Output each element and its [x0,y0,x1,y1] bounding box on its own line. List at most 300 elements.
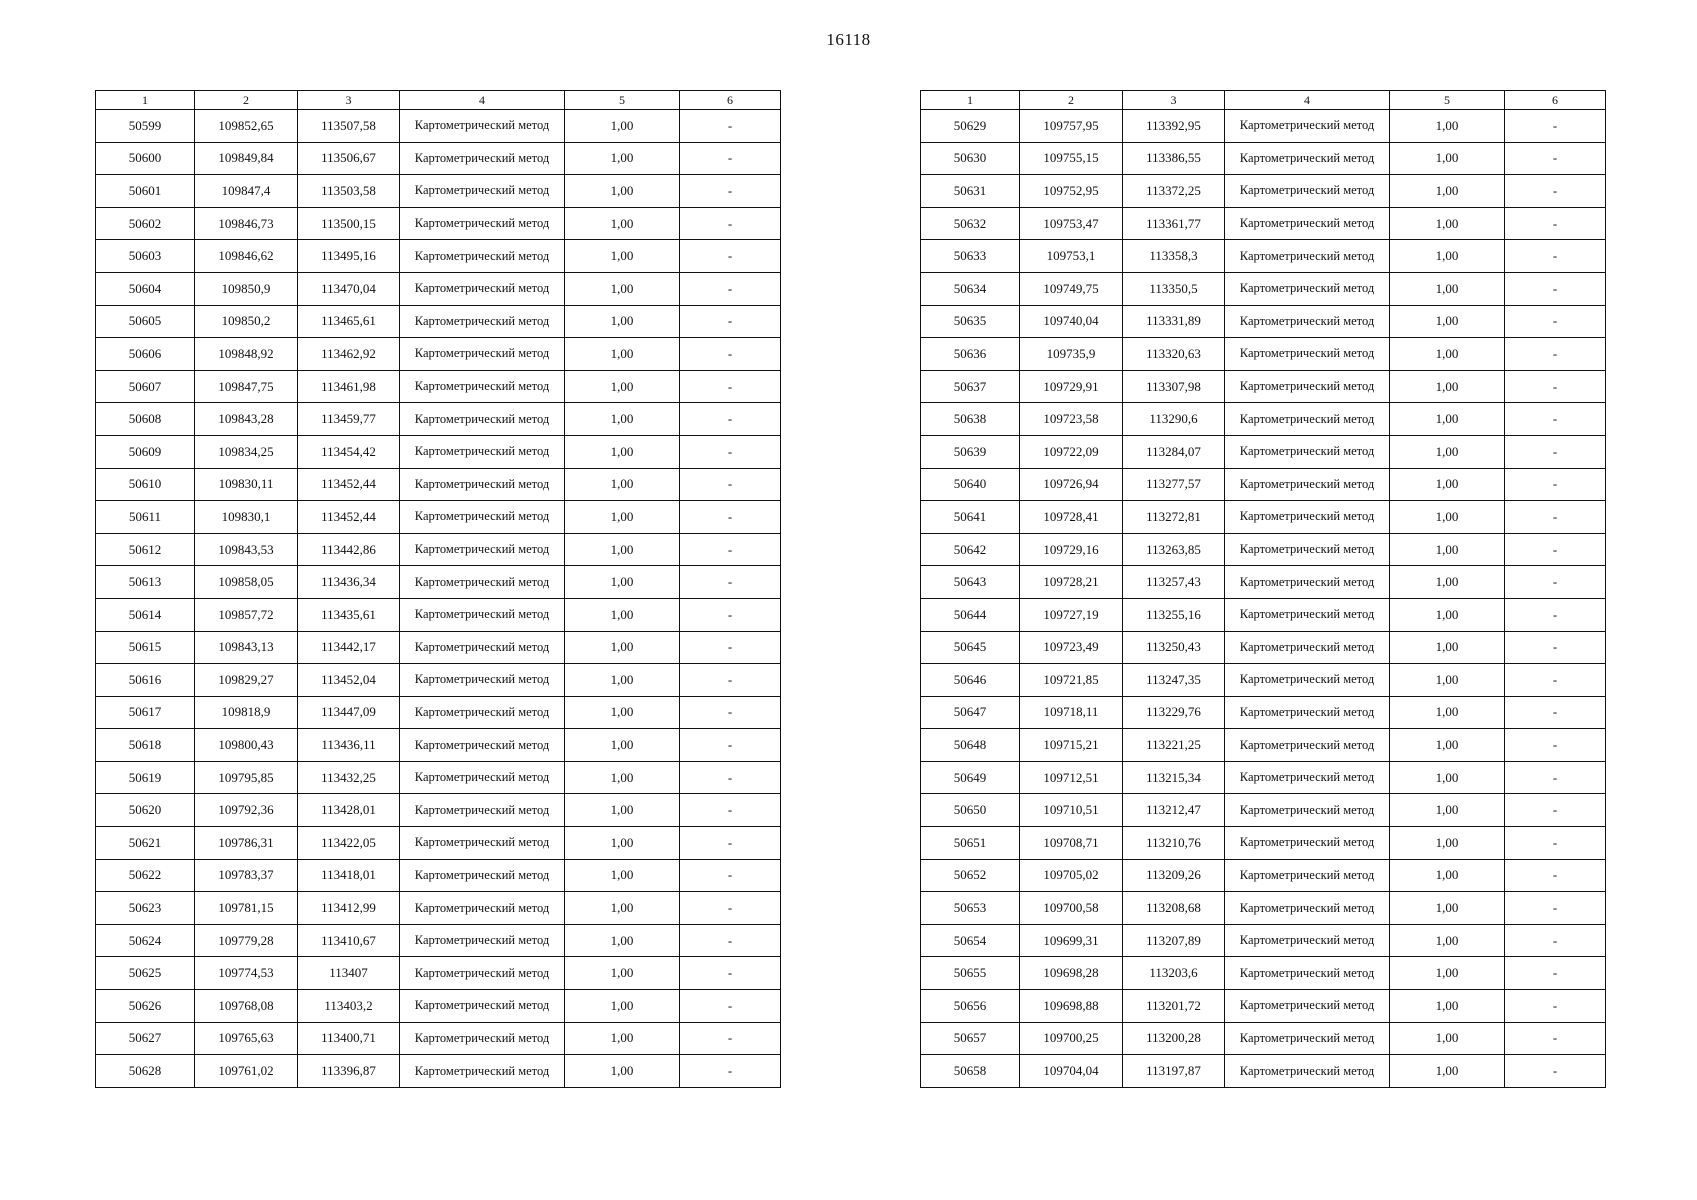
point-number-cell: 50601 [96,175,195,208]
table-row [96,207,781,240]
method-cell: Картометрический метод [1225,631,1390,664]
point-number-cell: 50606 [96,338,195,371]
method-cell: Картометрический метод [400,207,565,240]
accuracy-cell: 1,00 [1390,957,1505,990]
point-number-cell: 50605 [96,305,195,338]
point-number-cell: 50624 [96,924,195,957]
point-number-cell: 50607 [96,370,195,403]
table-row [921,892,1606,925]
accuracy-cell: 1,00 [1390,305,1505,338]
point-number-cell: 50637 [921,370,1020,403]
point-number-cell: 50636 [921,338,1020,371]
description-cell: - [680,761,781,794]
description-cell: - [1505,794,1606,827]
accuracy-cell: 1,00 [565,1055,680,1088]
method-cell: Картометрический метод [1225,1022,1390,1055]
x-coordinate-cell: 109847,75 [195,370,298,403]
point-number-cell: 50651 [921,827,1020,860]
point-number-cell: 50631 [921,175,1020,208]
x-coordinate-cell: 109705,02 [1020,859,1123,892]
x-coordinate-cell: 109800,43 [195,729,298,762]
point-number-cell: 50647 [921,696,1020,729]
y-coordinate-cell: 113461,98 [298,370,400,403]
accuracy-cell: 1,00 [565,240,680,273]
table-row [921,272,1606,305]
method-cell: Картометрический метод [1225,761,1390,794]
description-cell: - [1505,924,1606,957]
x-coordinate-cell: 109829,27 [195,664,298,697]
method-cell: Картометрический метод [1225,370,1390,403]
point-number-cell: 50626 [96,990,195,1023]
description-cell: - [680,142,781,175]
y-coordinate-cell: 113197,87 [1123,1055,1225,1088]
description-cell: - [1505,1022,1606,1055]
point-number-cell: 50649 [921,761,1020,794]
column-header: 4 [400,91,565,110]
x-coordinate-cell: 109779,28 [195,924,298,957]
description-cell: - [680,566,781,599]
table-row [921,696,1606,729]
point-number-cell: 50612 [96,533,195,566]
accuracy-cell: 1,00 [1390,859,1505,892]
point-number-cell: 50617 [96,696,195,729]
y-coordinate-cell: 113200,28 [1123,1022,1225,1055]
x-coordinate-cell: 109722,09 [1020,435,1123,468]
x-coordinate-cell: 109852,65 [195,110,298,143]
accuracy-cell: 1,00 [1390,240,1505,273]
x-coordinate-cell: 109699,31 [1020,924,1123,957]
x-coordinate-cell: 109753,1 [1020,240,1123,273]
table-row [921,175,1606,208]
column-header: 5 [1390,91,1505,110]
accuracy-cell: 1,00 [1390,1055,1505,1088]
x-coordinate-cell: 109723,58 [1020,403,1123,436]
x-coordinate-cell: 109849,84 [195,142,298,175]
method-cell: Картометрический метод [400,827,565,860]
description-cell: - [680,533,781,566]
method-cell: Картометрический метод [1225,403,1390,436]
table-row [921,533,1606,566]
accuracy-cell: 1,00 [565,859,680,892]
y-coordinate-cell: 113412,99 [298,892,400,925]
accuracy-cell: 1,00 [565,305,680,338]
accuracy-cell: 1,00 [1390,403,1505,436]
y-coordinate-cell: 113284,07 [1123,435,1225,468]
table-row [96,598,781,631]
x-coordinate-cell: 109783,37 [195,859,298,892]
accuracy-cell: 1,00 [565,533,680,566]
description-cell: - [680,272,781,305]
table-row [921,338,1606,371]
point-number-cell: 50616 [96,664,195,697]
point-number-cell: 50620 [96,794,195,827]
table-row [96,566,781,599]
y-coordinate-cell: 113320,63 [1123,338,1225,371]
description-cell: - [680,859,781,892]
method-cell: Картометрический метод [400,761,565,794]
method-cell: Картометрический метод [400,1022,565,1055]
y-coordinate-cell: 113400,71 [298,1022,400,1055]
x-coordinate-cell: 109834,25 [195,435,298,468]
y-coordinate-cell: 113272,81 [1123,501,1225,534]
description-cell: - [680,305,781,338]
point-number-cell: 50614 [96,598,195,631]
x-coordinate-cell: 109755,15 [1020,142,1123,175]
description-cell: - [680,957,781,990]
table-row [921,207,1606,240]
description-cell: - [1505,175,1606,208]
table-row [921,924,1606,957]
x-coordinate-cell: 109843,53 [195,533,298,566]
x-coordinate-cell: 109700,25 [1020,1022,1123,1055]
y-coordinate-cell: 113418,01 [298,859,400,892]
description-cell: - [1505,892,1606,925]
method-cell: Картометрический метод [1225,142,1390,175]
column-header: 6 [1505,91,1606,110]
table-row [921,142,1606,175]
y-coordinate-cell: 113436,34 [298,566,400,599]
point-number-cell: 50657 [921,1022,1020,1055]
column-header: 3 [1123,91,1225,110]
x-coordinate-cell: 109757,95 [1020,110,1123,143]
accuracy-cell: 1,00 [1390,761,1505,794]
table-row [96,338,781,371]
point-number-cell: 50658 [921,1055,1020,1088]
method-cell: Картометрический метод [1225,827,1390,860]
description-cell: - [680,338,781,371]
method-cell: Картометрический метод [400,175,565,208]
y-coordinate-cell: 113459,77 [298,403,400,436]
point-number-cell: 50656 [921,990,1020,1023]
table-row [921,501,1606,534]
column-header: 6 [680,91,781,110]
description-cell: - [1505,990,1606,1023]
table-header-row [921,91,1606,110]
x-coordinate-cell: 109850,2 [195,305,298,338]
x-coordinate-cell: 109752,95 [1020,175,1123,208]
method-cell: Картометрический метод [400,1055,565,1088]
y-coordinate-cell: 113442,17 [298,631,400,664]
description-cell: - [680,794,781,827]
y-coordinate-cell: 113277,57 [1123,468,1225,501]
method-cell: Картометрический метод [1225,468,1390,501]
x-coordinate-cell: 109858,05 [195,566,298,599]
accuracy-cell: 1,00 [1390,142,1505,175]
point-number-cell: 50628 [96,1055,195,1088]
description-cell: - [1505,696,1606,729]
point-number-cell: 50618 [96,729,195,762]
accuracy-cell: 1,00 [565,207,680,240]
point-number-cell: 50611 [96,501,195,534]
point-number-cell: 50641 [921,501,1020,534]
table-row [96,1055,781,1088]
table-row [921,468,1606,501]
point-number-cell: 50599 [96,110,195,143]
x-coordinate-cell: 109726,94 [1020,468,1123,501]
point-number-cell: 50600 [96,142,195,175]
x-coordinate-cell: 109740,04 [1020,305,1123,338]
table-row [921,729,1606,762]
accuracy-cell: 1,00 [1390,175,1505,208]
accuracy-cell: 1,00 [565,598,680,631]
method-cell: Картометрический метод [1225,598,1390,631]
y-coordinate-cell: 113392,95 [1123,110,1225,143]
description-cell: - [680,696,781,729]
method-cell: Картометрический метод [1225,175,1390,208]
accuracy-cell: 1,00 [1390,435,1505,468]
y-coordinate-cell: 113506,67 [298,142,400,175]
accuracy-cell: 1,00 [565,664,680,697]
method-cell: Картометрический метод [400,990,565,1023]
description-cell: - [1505,403,1606,436]
x-coordinate-cell: 109792,36 [195,794,298,827]
method-cell: Картометрический метод [1225,957,1390,990]
accuracy-cell: 1,00 [1390,827,1505,860]
y-coordinate-cell: 113447,09 [298,696,400,729]
y-coordinate-cell: 113507,58 [298,110,400,143]
accuracy-cell: 1,00 [1390,696,1505,729]
table-row [96,435,781,468]
coordinates-table-left [95,90,781,1088]
table-row [921,859,1606,892]
table-row [921,1055,1606,1088]
point-number-cell: 50633 [921,240,1020,273]
y-coordinate-cell: 113207,89 [1123,924,1225,957]
method-cell: Картометрический метод [400,272,565,305]
x-coordinate-cell: 109698,88 [1020,990,1123,1023]
accuracy-cell: 1,00 [1390,566,1505,599]
x-coordinate-cell: 109710,51 [1020,794,1123,827]
description-cell: - [1505,435,1606,468]
description-cell: - [1505,338,1606,371]
table-row [96,631,781,664]
y-coordinate-cell: 113403,2 [298,990,400,1023]
point-number-cell: 50623 [96,892,195,925]
x-coordinate-cell: 109753,47 [1020,207,1123,240]
method-cell: Картометрический метод [1225,1055,1390,1088]
y-coordinate-cell: 113331,89 [1123,305,1225,338]
table-row [96,175,781,208]
method-cell: Картометрический метод [400,566,565,599]
description-cell: - [680,729,781,762]
x-coordinate-cell: 109830,1 [195,501,298,534]
method-cell: Картометрический метод [1225,859,1390,892]
table-row [96,957,781,990]
description-cell: - [680,240,781,273]
method-cell: Картометрический метод [400,142,565,175]
method-cell: Картометрический метод [1225,696,1390,729]
y-coordinate-cell: 113210,76 [1123,827,1225,860]
y-coordinate-cell: 113462,92 [298,338,400,371]
accuracy-cell: 1,00 [1390,794,1505,827]
y-coordinate-cell: 113452,44 [298,501,400,534]
accuracy-cell: 1,00 [565,761,680,794]
method-cell: Картометрический метод [1225,566,1390,599]
y-coordinate-cell: 113215,34 [1123,761,1225,794]
table-row [921,794,1606,827]
table-row [921,664,1606,697]
description-cell: - [680,370,781,403]
accuracy-cell: 1,00 [1390,631,1505,664]
y-coordinate-cell: 113247,35 [1123,664,1225,697]
method-cell: Картометрический метод [1225,240,1390,273]
table-row [96,696,781,729]
point-number-cell: 50645 [921,631,1020,664]
x-coordinate-cell: 109830,11 [195,468,298,501]
accuracy-cell: 1,00 [565,892,680,925]
table-row [921,240,1606,273]
y-coordinate-cell: 113452,04 [298,664,400,697]
table-row [96,468,781,501]
table-row [921,403,1606,436]
x-coordinate-cell: 109774,53 [195,957,298,990]
table-row [96,892,781,925]
method-cell: Картометрический метод [400,598,565,631]
x-coordinate-cell: 109765,63 [195,1022,298,1055]
point-number-cell: 50622 [96,859,195,892]
column-header: 2 [1020,91,1123,110]
table-row [921,957,1606,990]
method-cell: Картометрический метод [400,240,565,273]
point-number-cell: 50652 [921,859,1020,892]
accuracy-cell: 1,00 [565,696,680,729]
description-cell: - [680,924,781,957]
accuracy-cell: 1,00 [1390,207,1505,240]
method-cell: Картометрический метод [400,729,565,762]
method-cell: Картометрический метод [1225,664,1390,697]
column-header: 3 [298,91,400,110]
point-number-cell: 50621 [96,827,195,860]
table-row [921,598,1606,631]
table-row [96,924,781,957]
description-cell: - [1505,859,1606,892]
description-cell: - [1505,533,1606,566]
point-number-cell: 50644 [921,598,1020,631]
accuracy-cell: 1,00 [565,794,680,827]
point-number-cell: 50608 [96,403,195,436]
x-coordinate-cell: 109768,08 [195,990,298,1023]
table-row [96,729,781,762]
accuracy-cell: 1,00 [1390,664,1505,697]
point-number-cell: 50640 [921,468,1020,501]
description-cell: - [1505,631,1606,664]
y-coordinate-cell: 113263,85 [1123,533,1225,566]
table-row [921,1022,1606,1055]
x-coordinate-cell: 109723,49 [1020,631,1123,664]
method-cell: Картометрический метод [400,859,565,892]
description-cell: - [1505,827,1606,860]
coordinates-table-right [920,90,1606,1088]
method-cell: Картометрический метод [1225,501,1390,534]
table-row [96,501,781,534]
description-cell: - [1505,729,1606,762]
table-row [96,370,781,403]
method-cell: Картометрический метод [1225,207,1390,240]
accuracy-cell: 1,00 [1390,990,1505,1023]
column-header: 1 [921,91,1020,110]
y-coordinate-cell: 113221,25 [1123,729,1225,762]
table-row [96,827,781,860]
accuracy-cell: 1,00 [565,827,680,860]
x-coordinate-cell: 109727,19 [1020,598,1123,631]
column-header: 1 [96,91,195,110]
method-cell: Картометрический метод [400,924,565,957]
x-coordinate-cell: 109843,13 [195,631,298,664]
table-row [921,110,1606,143]
method-cell: Картометрический метод [400,305,565,338]
description-cell: - [1505,761,1606,794]
y-coordinate-cell: 113436,11 [298,729,400,762]
y-coordinate-cell: 113361,77 [1123,207,1225,240]
description-cell: - [680,664,781,697]
y-coordinate-cell: 113495,16 [298,240,400,273]
column-header: 5 [565,91,680,110]
accuracy-cell: 1,00 [565,370,680,403]
description-cell: - [1505,142,1606,175]
table-row [921,631,1606,664]
method-cell: Картометрический метод [400,696,565,729]
y-coordinate-cell: 113290,6 [1123,403,1225,436]
point-number-cell: 50648 [921,729,1020,762]
description-cell: - [680,403,781,436]
table-row [96,794,781,827]
accuracy-cell: 1,00 [565,631,680,664]
method-cell: Картометрический метод [400,110,565,143]
method-cell: Картометрический метод [400,435,565,468]
table-row [96,305,781,338]
x-coordinate-cell: 109795,85 [195,761,298,794]
method-cell: Картометрический метод [1225,729,1390,762]
x-coordinate-cell: 109846,62 [195,240,298,273]
point-number-cell: 50603 [96,240,195,273]
description-cell: - [1505,240,1606,273]
y-coordinate-cell: 113422,05 [298,827,400,860]
x-coordinate-cell: 109761,02 [195,1055,298,1088]
description-cell: - [680,631,781,664]
x-coordinate-cell: 109848,92 [195,338,298,371]
y-coordinate-cell: 113454,42 [298,435,400,468]
description-cell: - [1505,468,1606,501]
method-cell: Картометрический метод [1225,533,1390,566]
accuracy-cell: 1,00 [1390,501,1505,534]
table-row [921,827,1606,860]
x-coordinate-cell: 109721,85 [1020,664,1123,697]
point-number-cell: 50646 [921,664,1020,697]
table-row [96,859,781,892]
method-cell: Картометрический метод [400,957,565,990]
y-coordinate-cell: 113428,01 [298,794,400,827]
table-row [96,110,781,143]
accuracy-cell: 1,00 [1390,533,1505,566]
x-coordinate-cell: 109708,71 [1020,827,1123,860]
y-coordinate-cell: 113255,16 [1123,598,1225,631]
method-cell: Картометрический метод [1225,924,1390,957]
description-cell: - [680,1022,781,1055]
method-cell: Картометрический метод [1225,892,1390,925]
point-number-cell: 50619 [96,761,195,794]
method-cell: Картометрический метод [1225,305,1390,338]
point-number-cell: 50650 [921,794,1020,827]
method-cell: Картометрический метод [1225,272,1390,305]
point-number-cell: 50627 [96,1022,195,1055]
accuracy-cell: 1,00 [565,175,680,208]
description-cell: - [680,175,781,208]
y-coordinate-cell: 113452,44 [298,468,400,501]
y-coordinate-cell: 113212,47 [1123,794,1225,827]
y-coordinate-cell: 113432,25 [298,761,400,794]
y-coordinate-cell: 113257,43 [1123,566,1225,599]
point-number-cell: 50604 [96,272,195,305]
